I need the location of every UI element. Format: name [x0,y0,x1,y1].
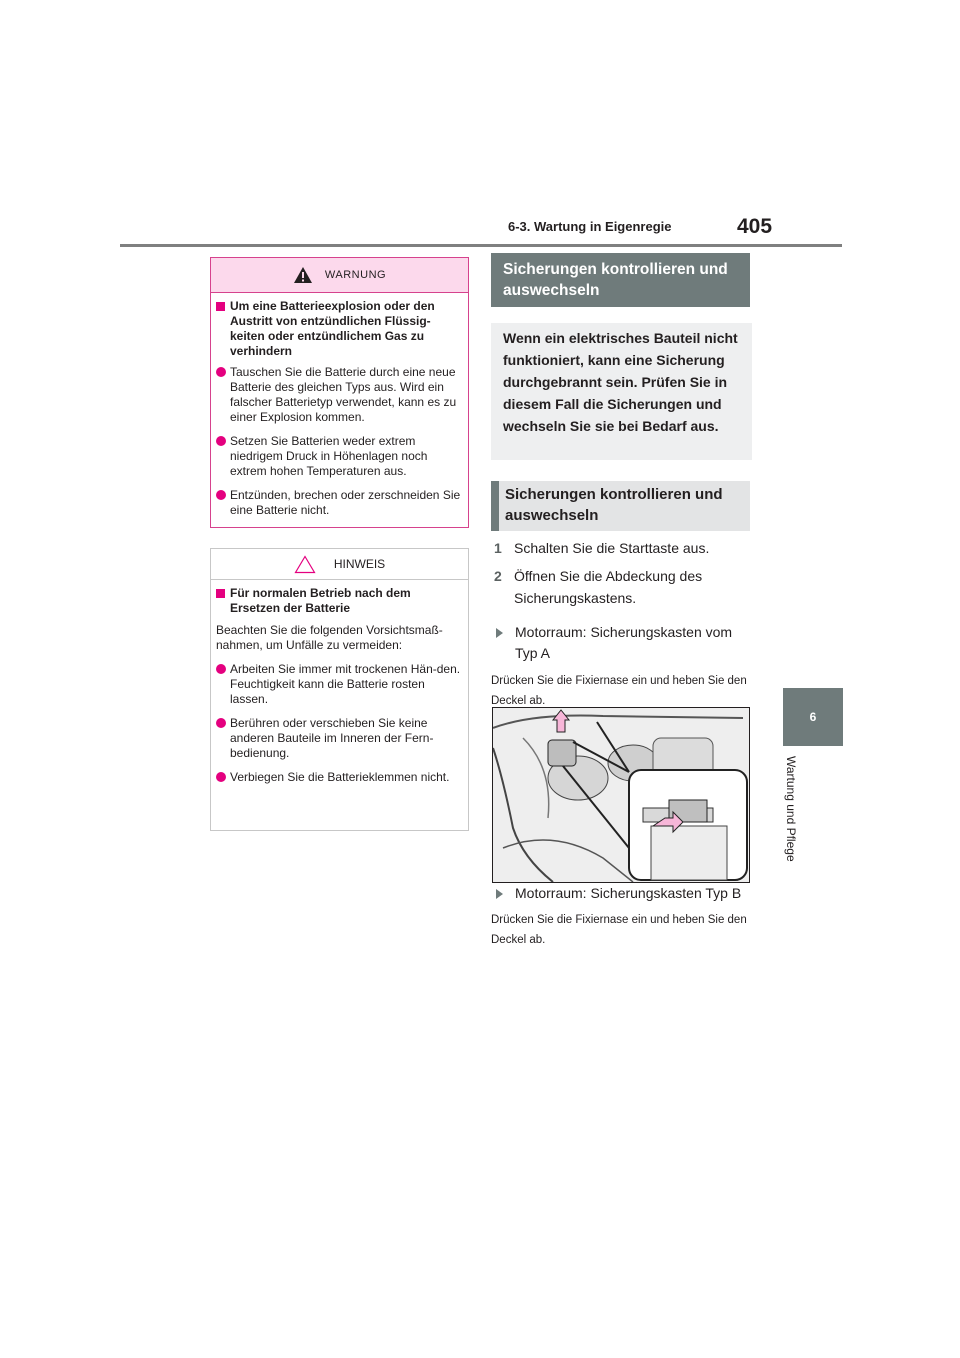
subsection-title: Sicherungen kontrollieren und auswechseln [491,481,750,531]
list-item [491,622,753,664]
header-rule [120,244,842,247]
notice-heading [216,586,463,616]
warning-heading-text: Um eine Batterieexplosion oder den Austritt von entzündlichen Flüssig-keiten oder entzündlichem Gas zu verhindern [230,299,435,358]
item-description: Drücken Sie die Fixiernase ein und heben Sie den Deckel ab. [491,914,747,946]
steps-list-continued [491,883,753,950]
list-item [491,883,753,904]
chapter-title-text: Wartung und Pflege [784,756,798,862]
steps-list [491,537,753,711]
notice-header [211,549,468,580]
chapter-title [784,756,812,880]
section-intro: Wenn ein elektrisches Bauteil nicht funktioniert, kann eine Sicherung durchgebrannt sein. Prüfen Sie in diesem Fall die Sicherungen und wechseln Sie sie bei Bedarf aus. [491,323,752,460]
warning-heading [216,299,463,359]
step-text: Öffnen Sie die Abdeckung des Sicherungskastens. [514,568,703,606]
engine-bay-drawing [493,708,749,882]
notice-bullet-text: Berühren oder verschieben Sie keine anderen Bauteile im Inneren der Fern-bedienung. [230,716,434,760]
notice-body [211,580,468,785]
warning-box [210,257,469,528]
notice-bullet-line: Feuchtigkeit kann die Batterie rosten lassen. [230,677,425,706]
notice-title: HINWEIS [333,557,386,571]
square-bullet-icon [216,302,225,311]
chapter-tab: 6 [783,688,843,746]
round-bullet-icon [216,436,226,446]
notice-bullet-text: Verbiegen Sie die Batterieklemmen nicht. [230,770,450,784]
warning-body [211,293,468,518]
item-label: Motorraum: Sicherungskasten vom Typ A [515,624,733,661]
warning-title: WARNUNG [324,269,387,281]
list-item [216,488,463,518]
notice-bullet-line: Arbeiten Sie immer mit trockenen Hän-den. [230,662,461,676]
round-bullet-icon [216,772,226,782]
step-number: 1 [494,540,502,556]
section-header: 6-3. Wartung in Eigenregie [508,219,672,234]
item-label: Motorraum: Sicherungskasten Typ B [515,885,742,901]
list-item [216,434,463,479]
fuse-box-illustration [492,707,750,883]
triangle-bullet-icon [496,628,503,638]
step-number: 2 [494,568,502,584]
list-item [216,770,463,785]
triangle-bullet-icon [496,889,503,899]
section-title: Sicherungen kontrollieren und auswechseln [491,253,750,307]
notice-heading-text: Für normalen Betrieb nach dem Ersetzen der Batterie [230,586,411,615]
step-text: Schalten Sie die Starttaste aus. [514,540,710,556]
list-item [216,716,463,761]
round-bullet-icon [216,718,226,728]
item-description: Drücken Sie die Fixiernase ein und heben Sie den Deckel ab. [491,675,747,707]
caution-triangle-icon [294,555,316,574]
warning-bullet-text: Setzen Sie Batterien weder extrem niedrigem Druck in Höhenlagen noch extrem hohen Temperaturen aus. [230,434,428,478]
step-item [491,537,753,559]
page-number: 405 [737,215,773,238]
round-bullet-icon [216,490,226,500]
square-bullet-icon [216,589,225,598]
warning-bullet-text: Tauschen Sie die Batterie durch eine neue Batterie des gleichen Typs aus. Wird ein falscher Batterietyp verwendet, kann es zu einer Explosion kommen. [230,365,457,424]
notice-box [210,548,469,831]
notice-intro: Beachten Sie die folgenden Vorsichtsmaß-nahmen, um Unfälle zu vermeiden: [216,623,443,652]
warning-header [211,258,468,293]
list-item [216,365,463,425]
notice-bullet-text [230,662,463,707]
step-item [491,565,753,609]
round-bullet-icon [216,367,226,377]
round-bullet-icon [216,664,226,674]
warning-bullet-text: Entzünden, brechen oder zerschneiden Sie eine Batterie nicht. [230,488,461,517]
list-item [216,662,463,707]
warning-triangle-icon [293,266,313,284]
